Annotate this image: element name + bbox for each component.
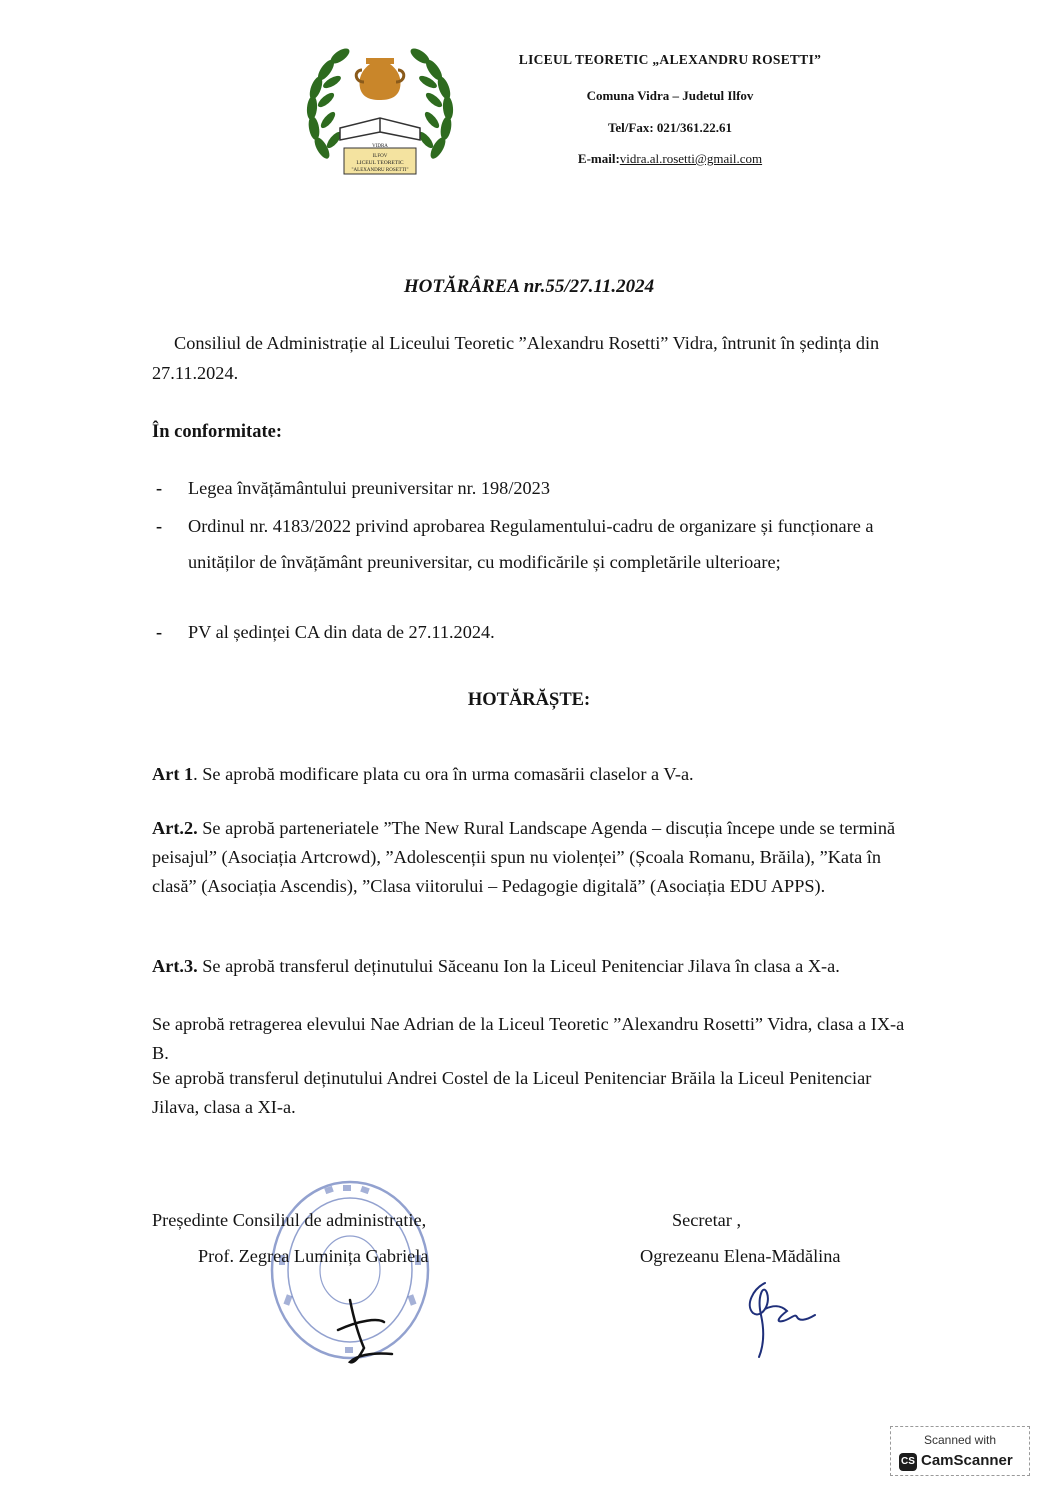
- conformity-item: - Legea învățământului preuniversitar nr. 198/2023: [152, 472, 882, 504]
- article-2: [152, 814, 922, 901]
- article-text: . Se aprobă modificare plata cu ora în urma comasării claselor a V-a.: [193, 764, 694, 784]
- decision-title: HOTĂRÂREA nr.55/27.11.2024: [403, 276, 655, 297]
- school-logo-icon: [300, 28, 460, 188]
- secretary-title: Secretar ,: [672, 1210, 742, 1230]
- svg-text:ILFOV: ILFOV: [372, 154, 388, 159]
- article-label: Art.3.: [152, 956, 198, 976]
- secretary-name: Ogrezeanu Elena-Mădălina: [640, 1246, 841, 1266]
- svg-text:LICEUL TEORETIC: LICEUL TEORETIC: [356, 160, 404, 166]
- conformity-item: - Ordinul nr. 4183/2022 privind aprobarea Regulamentului-cadru de organizare și funcționare a unităților de învățământ preuniversitar, cu modificările și completările ulterioare;: [152, 508, 882, 580]
- article-3: [152, 952, 922, 981]
- svg-text:"ALEXANDRU ROSETTI": "ALEXANDRU ROSETTI": [351, 168, 409, 173]
- article-3-extra: Se aprobă retragerea elevului Nae Adrian de la Liceul Teoretic ”Alexandru Rosetti” Vidra, clasa a IX-a B.: [152, 1014, 905, 1063]
- school-email: [470, 151, 870, 167]
- email-link[interactable]: vidra.al.rosetti@gmail.com: [619, 151, 763, 166]
- camscanner-icon: CS: [899, 1453, 917, 1471]
- camscanner-badge: [890, 1426, 1030, 1476]
- president-title: Președinte Consiliul de administratie,: [152, 1210, 427, 1230]
- article-label: Art 1: [152, 764, 194, 784]
- badge-caption: Scanned with: [923, 1433, 997, 1447]
- article-label: Art.2.: [152, 818, 198, 838]
- article-text: Se aprobă transferul deținutului Săceanu Ion la Liceul Penitenciar Jilava în clasa a X-a.: [197, 956, 840, 976]
- conformity-heading: În conformitate:: [152, 422, 282, 442]
- email-label: E-mail:: [577, 151, 620, 166]
- president-signature-icon: [320, 1290, 410, 1370]
- decides-heading: HOTĂRĂȘTE:: [467, 690, 591, 710]
- secretary-signature-icon: [735, 1275, 830, 1360]
- article-text: Se aprobă parteneriatele ”The New Rural Landscape Agenda – discuția începe unde se termină peisajul” (Asociația Artcrowd), ”Adolescenții spun nu violenței” (Școala Romanu, Brăila), ”Kata în clasă” (Asociația Ascendis), ”Clasa viitorului – Pedagogie digitală” (Asociația EDU APPS).: [152, 818, 896, 896]
- school-locality: Comuna Vidra – Judetul Ilfov: [586, 88, 754, 103]
- article-1: [152, 760, 922, 789]
- svg-text:VIDRA: VIDRA: [372, 144, 388, 149]
- president-name: Prof. Zegrea Luminița Gabriela: [198, 1246, 429, 1266]
- article-3-extra: Se aprobă transferul deținutului Andrei Costel de la Liceul Penitenciar Brăila la Liceul Penitenciar Jilava, clasa a XI-a.: [152, 1068, 872, 1117]
- conformity-item: - PV al ședinței CA din data de 27.11.2024.: [152, 616, 882, 648]
- intro-paragraph: Consiliul de Administrație al Liceului Teoretic ”Alexandru Rosetti” Vidra, întrunit în ședința din 27.11.2024.: [152, 333, 880, 383]
- school-name: LICEUL TEORETIC „ALEXANDRU ROSETTI”: [518, 52, 822, 67]
- badge-brand: CamScanner: [921, 1452, 1013, 1469]
- school-phone: Tel/Fax: 021/361.22.61: [607, 120, 733, 135]
